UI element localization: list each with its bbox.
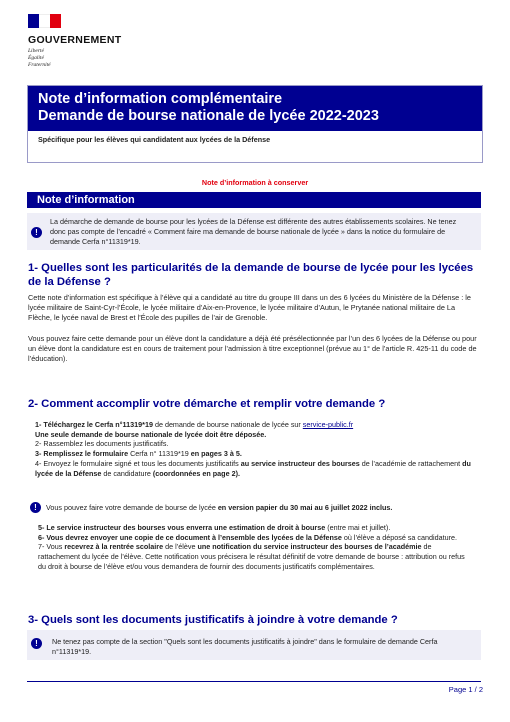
section3-text: Ne tenez pas compte de la section "Quels sont les documents justificatifs à joindre" dans le formulaire de demande Cerfa n°11319*19.: [52, 637, 438, 656]
step-5: 5- Le service instructeur des bourses vous enverra une estimation de droit à bourse (entre mai et juillet).: [38, 523, 391, 532]
footer-divider: [27, 681, 481, 682]
note-text: La démarche de demande de bourse pour les lycées de la Défense est différente des autres établissements scolaires. Ne tenez donc pas compte de l’encadré « Comment faire ma demande de bourse nationale de lycée » dans la notice du formulaire de demande Cerfa n°11319*19.: [50, 217, 457, 246]
keep-notice: Note d’information à conserver: [201, 178, 309, 187]
service-public-link[interactable]: service-public.fr: [302, 420, 354, 429]
step-1: 1- Téléchargez le Cerfa n°11319*19 de demande de bourse nationale de lycée sur service-public.fr: [35, 420, 354, 429]
step-7: 7- Vous recevrez à la rentrée scolaire de l’élève une notification du service instructeur des bourses de l’académie de rattachement du lycée de l’élève. Cette notification vous précisera le résultat définitif de votre demande de bourse : attribution ou refus du droit à bourse de l’élève et/ou vous demandera de fournir des documents justificatifs complémentaires.: [38, 542, 465, 571]
section1-paragraph2: Vous pouvez faire cette demande pour un élève dont la candidature a déjà été présélectionnée par l’un des 6 lycées de la Défense ou pour un élève dont la candidature est en cours de traitement pour l’admission à titre exceptionnel (prévue au 1° de l’article R. 425-11 du code de l’éducation).: [28, 334, 477, 363]
step-4: 4- Envoyez le formulaire signé et tous les documents justificatifs au service instructeur des bourses de l’académie de rattachement du lycée de la Défense de candidature (coordonnées en page 2).: [35, 458, 471, 478]
document-subtitle: Spécifique pour les élèves qui candidatent aux lycées de la Défense: [38, 135, 271, 144]
step-1-note: Une seule demande de bourse nationale de lycée doit être déposée.: [35, 429, 267, 439]
document-title: Note d’information complémentaire Demande de bourse nationale de lycée 2022-2023: [38, 91, 379, 124]
exclamation-icon: !: [30, 502, 41, 513]
step-6: 6- Vous devrez envoyer une copie de ce document à l’ensemble des lycées de la Défense où l’élève a déposé sa candidature.: [38, 532, 457, 542]
section3-title: 3- Quels sont les documents justificatifs à joindre à votre demande ?: [28, 614, 398, 626]
republic-motto: Liberté Égalité Fraternité: [28, 48, 51, 68]
step-3: 3- Remplissez le formulaire Cerfa n° 11319*19 en pages 3 à 5.: [35, 449, 242, 459]
exclamation-icon: !: [31, 227, 42, 238]
section-note-header: Note d’information: [27, 192, 481, 208]
french-flag-logo: [28, 14, 62, 28]
steps-1-4: [35, 420, 475, 478]
gouvernement-wordmark: GOUVERNEMENT: [28, 34, 122, 46]
exclamation-icon: !: [31, 638, 42, 649]
section2-title: 2- Comment accomplir votre démarche et remplir votre demande ?: [28, 398, 386, 410]
step-2: 2- Rassemblez les documents justificatifs.: [35, 439, 169, 449]
steps-5-7: [38, 523, 474, 572]
deadline-notice: Vous pouvez faire votre demande de bourse de lycée en version papier du 30 mai au 6 juillet 2022 inclus.: [46, 503, 393, 512]
page-number: Page 1 / 2: [448, 685, 483, 694]
section1-paragraph1: Cette note d’information est spécifique à l’élève qui a candidaté au titre du groupe III dans un des 6 lycées du Ministère de la Défense : le lycée militaire de Saint-Cyr-l’École, le lycée militaire d’Aix-en-Provence, le lycée militaire d’Autun, le Prytanée national militaire de La Flèche, le lycée naval de Brest et l’École des pupilles de l’air de Grenoble.: [28, 293, 471, 322]
section1-title: 1- Quelles sont les particularités de la demande de bourse de lycée pour les lycées de la Défense ?: [28, 262, 474, 288]
